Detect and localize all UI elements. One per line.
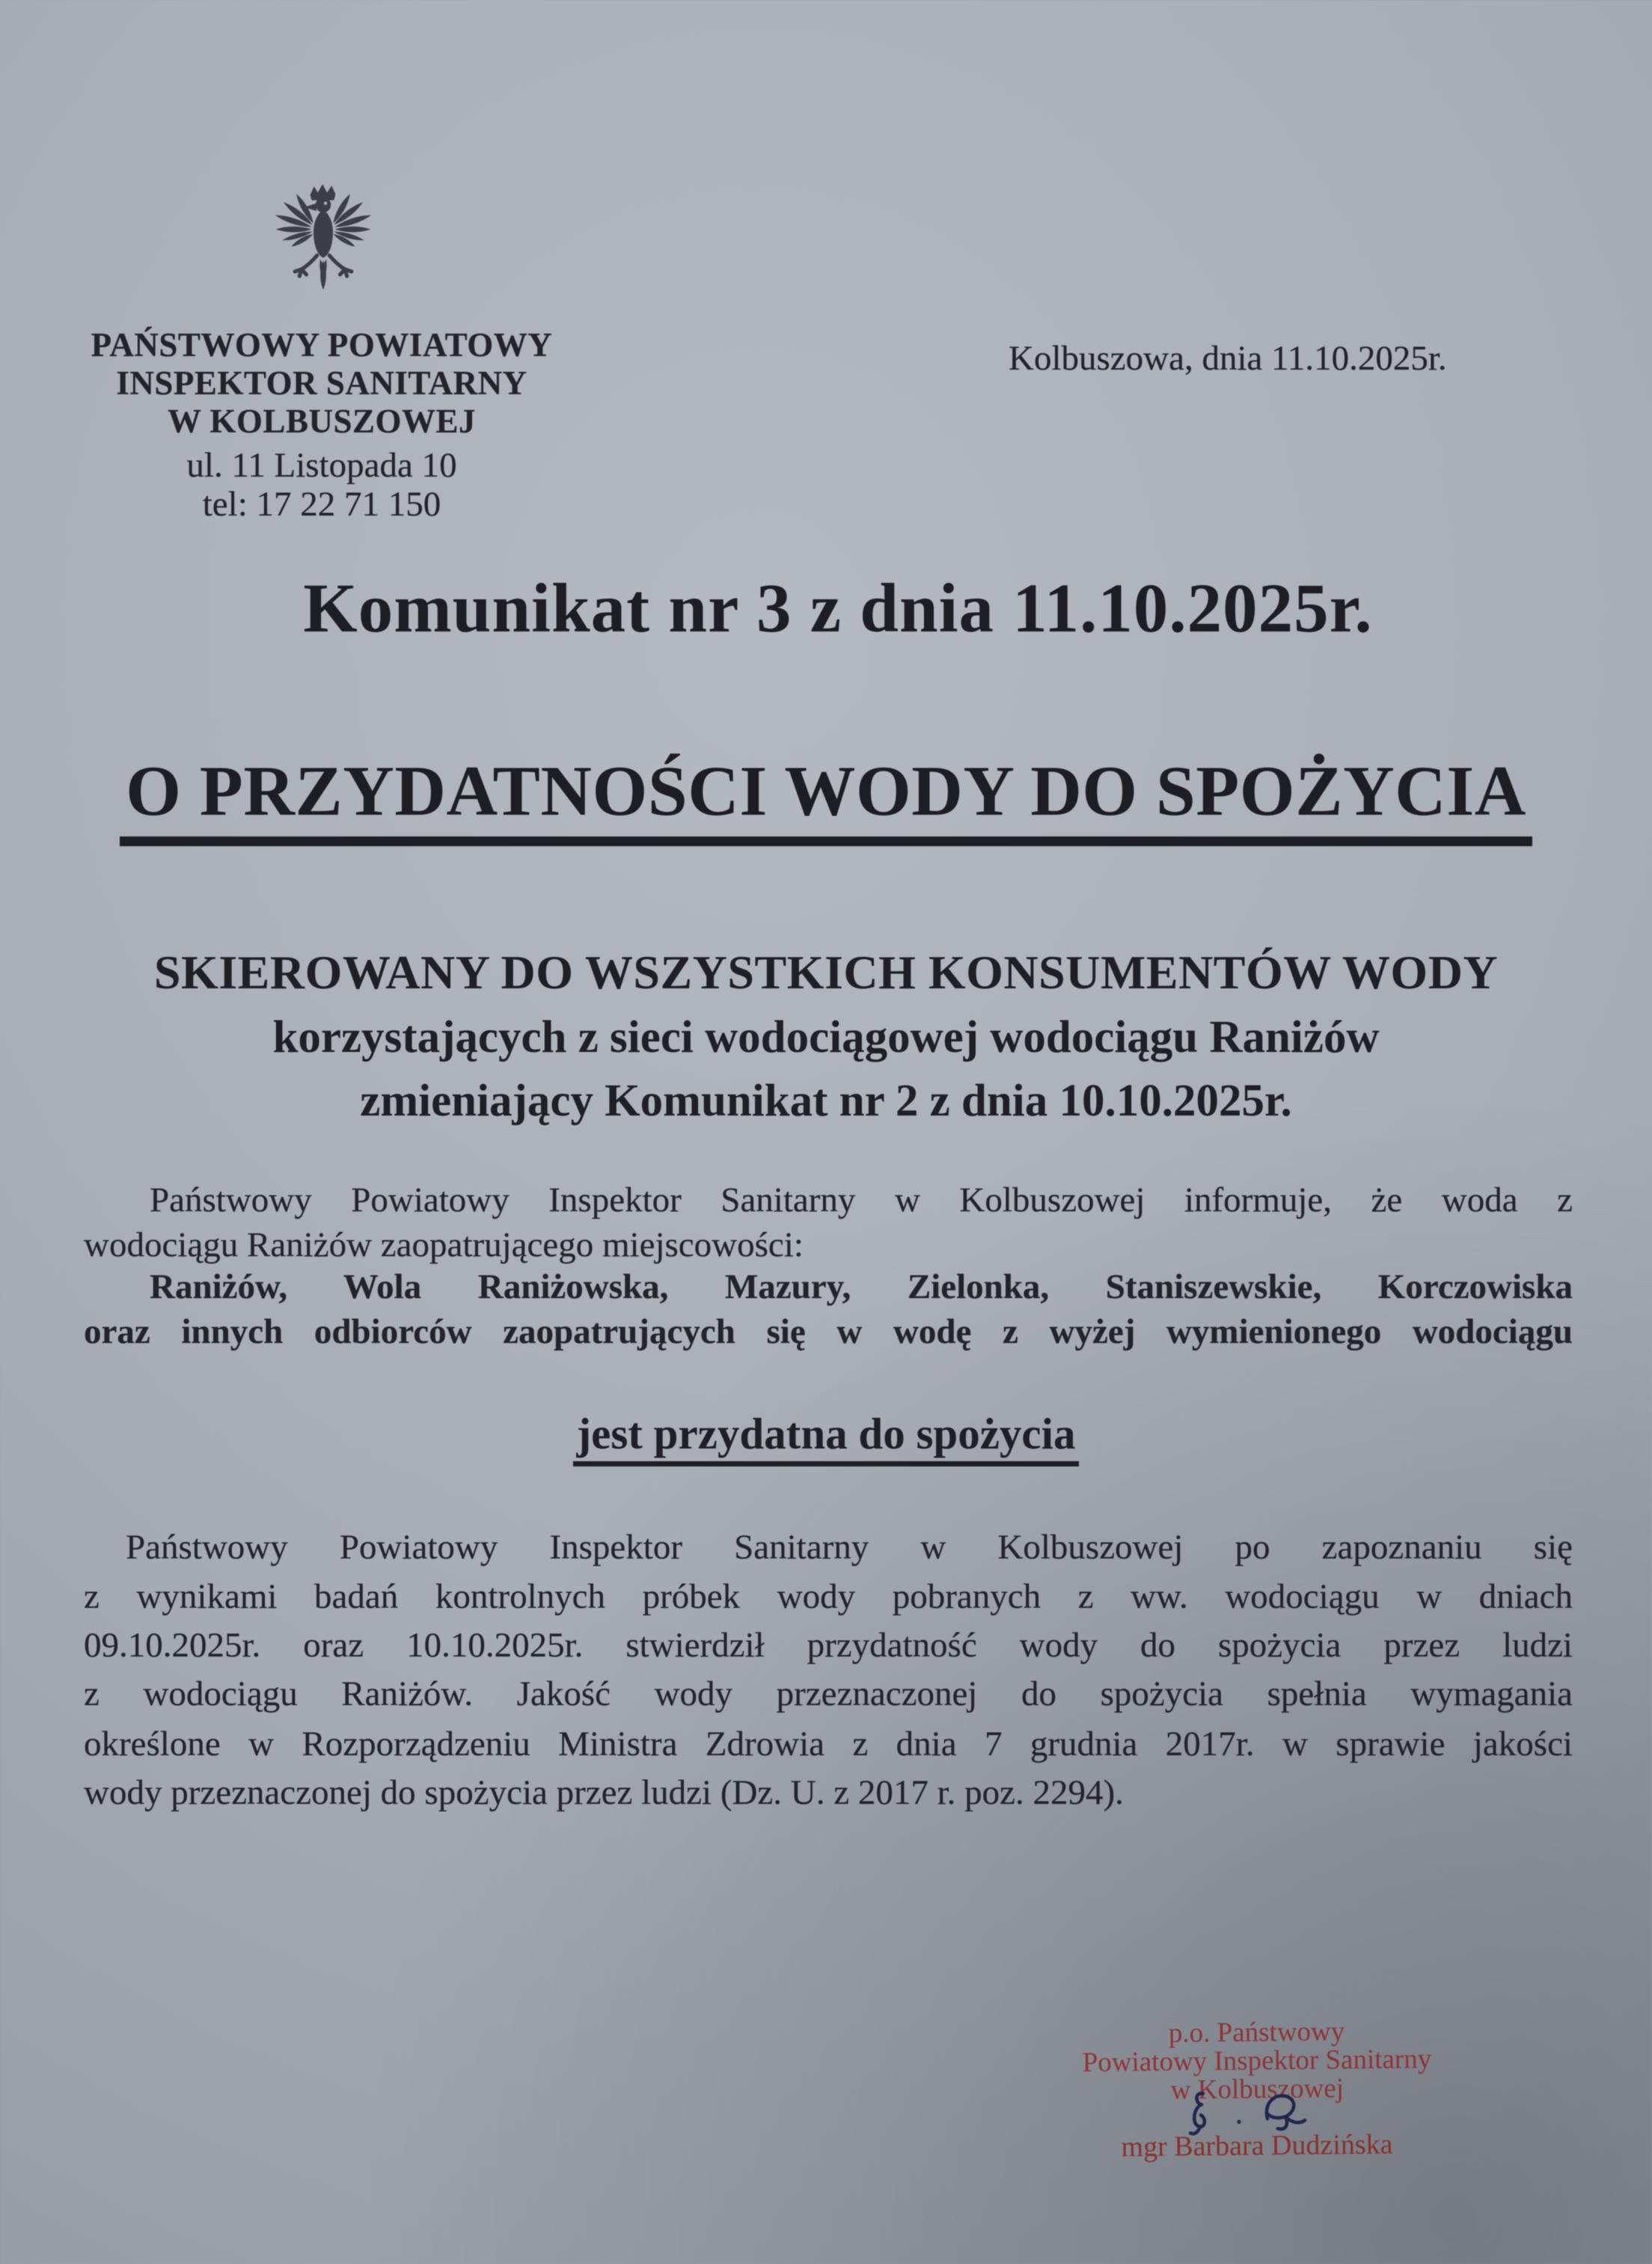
eagle-body <box>313 209 333 258</box>
subject-heading: O PRZYDATNOŚCI WODY DO SPOŻYCIA <box>120 754 1532 846</box>
letterhead-org-line: INSPEKTOR SANITARNY <box>116 364 527 402</box>
signature-initial-b <box>1190 2093 1205 2134</box>
main-paragraph-line: Państwowy Powiatowy Inspektor Sanitarny w Kolbuszowej po zapoznaniu się <box>126 1528 1573 1567</box>
intro-line: wodociągu Raniżów zaopatrującego miejscowości: <box>84 1226 804 1264</box>
verdict-wrap <box>0 1411 1652 1466</box>
main-paragraph-line: określone w Rozporządzeniu Ministra Zdrowia z dnia 7 grudnia 2017r. w sprawie jakości <box>84 1725 1573 1763</box>
addressee-block <box>0 940 1652 1133</box>
eagle-eye <box>324 201 328 205</box>
signature-dot <box>1237 2120 1240 2123</box>
main-paragraph-line: 09.10.2025r. oraz 10.10.2025r. stwierdził przydatność wody do spożycia przez ludzi <box>84 1626 1573 1665</box>
eagle-tail <box>318 259 328 290</box>
polish-eagle-emblem <box>262 182 385 306</box>
stamp-signer-name: mgr Barbara Dudzińska <box>1121 2129 1393 2163</box>
letterhead-org-line: PAŃSTWOWY POWIATOWY <box>91 326 553 364</box>
main-paragraph-line: z wodociągu Raniżów. Jakość wody przeznaczonej do spożycia spełnia wymagania <box>84 1674 1573 1713</box>
supplied-localities-line: oraz innych odbiorców zaopatrujących się w wodę z wyżej wymienionego wodociągu <box>84 1312 1573 1351</box>
main-paragraph-line: wody przeznaczonej do spożycia przez ludzi (Dz. U. z 2017 r. poz. 2294). <box>84 1773 1124 1812</box>
eagle-left-wing <box>275 192 316 248</box>
letterhead-street: ul. 11 Listopada 10 <box>186 446 457 485</box>
signature-initial-d <box>1267 2096 1305 2129</box>
addressee-line: zmieniający Komunikat nr 2 z dnia 10.10.2025r. <box>360 1076 1292 1126</box>
stamp-line: p.o. Państwowy <box>1168 2016 1345 2049</box>
letterhead <box>82 326 561 524</box>
supplied-localities-line: Raniżów, Wola Raniżowska, Mazury, Zielonka, Staniszewskie, Korczowiska <box>150 1267 1573 1306</box>
place-and-date: Kolbuszowa, dnia 11.10.2025r. <box>1009 339 1447 378</box>
stamp-line: Powiatowy Inspektor Sanitarny <box>1082 2043 1432 2078</box>
communique-title: Komunikat nr 3 z dnia 11.10.2025r. <box>303 570 1373 647</box>
intro-line: Państwowy Powiatowy Inspektor Sanitarny w Kolbuszowej informuje, że woda z <box>150 1181 1573 1220</box>
addressee-line: SKIEROWANY DO WSZYSTKICH KONSUMENTÓW WODY <box>153 946 1499 999</box>
main-paragraph-line: z wynikami badań kontrolnych próbek wody pobranych z ww. wodociągu w dniach <box>84 1577 1573 1616</box>
stamp-line: w Kolbuszowej <box>1170 2072 1344 2106</box>
subject-heading-wrap <box>0 751 1652 846</box>
verdict-statement: jest przydatna do spożycia <box>573 1411 1078 1466</box>
eagle-right-wing <box>331 192 372 248</box>
addressee-line: korzystających z sieci wodociągowej wodociągu Raniżów <box>272 1012 1380 1062</box>
letterhead-phone: tel: 17 22 71 150 <box>202 485 441 524</box>
letterhead-org-line: W KOLBUSZOWEJ <box>167 403 477 440</box>
